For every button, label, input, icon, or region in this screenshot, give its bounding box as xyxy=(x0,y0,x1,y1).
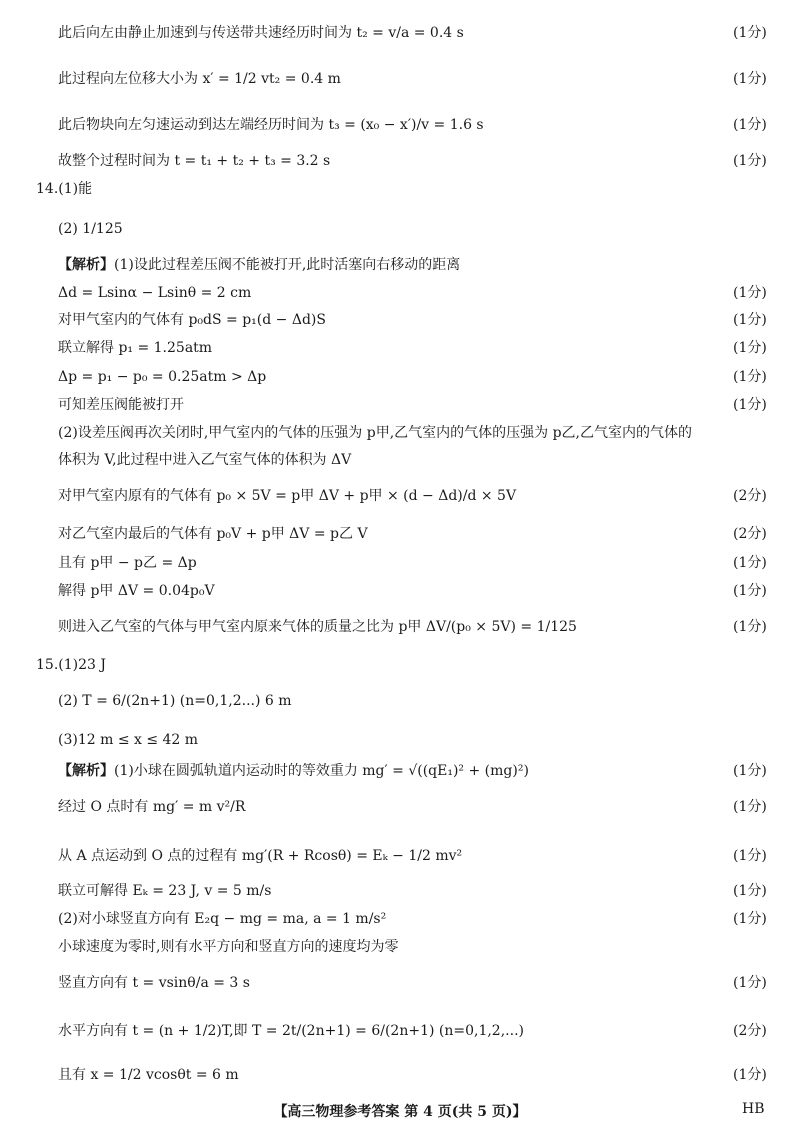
answer-line: Δp = p₁ − p₀ = 0.25atm > Δp xyxy=(58,369,267,385)
answer-line: 此过程向左位移大小为 x′ = 1/2 vt₂ = 0.4 m xyxy=(58,71,341,87)
score-mark: (1分) xyxy=(733,312,767,328)
answer-line: 体积为 V,此过程中进入乙气室气体的体积为 ΔV xyxy=(58,452,352,468)
score-mark: (1分) xyxy=(733,583,767,599)
answer-line: 则进入乙气室的气体与甲气室内原来气体的质量之比为 p甲 ΔV/(p₀ × 5V) = 1/125 xyxy=(58,619,577,635)
answer-line: 可知差压阀能被打开 xyxy=(58,397,184,413)
answer-line: 水平方向有 t = (n + 1/2)T,即 T = 2t/(2n+1) = 6/(2n+1) (n=0,1,2,...) xyxy=(58,1023,524,1039)
score-mark: (1分) xyxy=(733,285,767,301)
score-mark: (1分) xyxy=(733,25,767,41)
score-mark: (1分) xyxy=(733,555,767,571)
score-mark: (1分) xyxy=(733,848,767,864)
analysis-label: 【解析】 xyxy=(58,763,114,779)
score-mark: (1分) xyxy=(733,1067,767,1083)
analysis-line: 【解析】(1)设此过程差压阀不能被打开,此时活塞向右移动的距离 xyxy=(58,257,461,273)
score-mark: (1分) xyxy=(733,619,767,635)
score-mark: (2分) xyxy=(733,1023,767,1039)
answer-line: 对甲气室内的气体有 p₀dS = p₁(d − Δd)S xyxy=(58,312,326,328)
answer-line: 对甲气室内原有的气体有 p₀ × 5V = p甲 ΔV + p甲 × (d − Δd)/d × 5V xyxy=(58,488,517,504)
answer-line: (2) 1/125 xyxy=(58,221,123,237)
score-mark: (1分) xyxy=(733,369,767,385)
question-number: 14.(1)能 xyxy=(36,181,93,197)
answer-line: 解得 p甲 ΔV = 0.04p₀V xyxy=(58,583,215,599)
score-mark: (1分) xyxy=(733,883,767,899)
analysis-label: 【解析】 xyxy=(58,257,114,273)
answer-line: (2)设差压阀再次关闭时,甲气室内的气体的压强为 p甲,乙气室内的气体的压强为 p乙,乙气室内的气体的 xyxy=(58,425,693,441)
exam-code: HB xyxy=(742,1101,765,1117)
answer-line: 此后向左由静止加速到与传送带共速经历时间为 t₂ = v/a = 0.4 s xyxy=(58,25,464,41)
score-mark: (1分) xyxy=(733,71,767,87)
score-mark: (2分) xyxy=(733,488,767,504)
answer-line: 从 A 点运动到 O 点的过程有 mg′(R + Rcosθ) = Eₖ − 1/2 mv² xyxy=(58,848,463,864)
answer-line: 联立解得 p₁ = 1.25atm xyxy=(58,340,213,356)
score-mark: (1分) xyxy=(733,153,767,169)
analysis-line: 【解析】(1)小球在圆弧轨道内运动时的等效重力 mg′ = √((qE₁)² + (mg)²) xyxy=(58,763,529,779)
answer-line: (3)12 m ≤ x ≤ 42 m xyxy=(58,732,199,748)
answer-line: 竖直方向有 t = vsinθ/a = 3 s xyxy=(58,975,250,991)
score-mark: (1分) xyxy=(733,763,767,779)
score-mark: (1分) xyxy=(733,117,767,133)
score-mark: (2分) xyxy=(733,526,767,542)
score-mark: (1分) xyxy=(733,340,767,356)
score-mark: (1分) xyxy=(733,975,767,991)
score-mark: (1分) xyxy=(733,799,767,815)
score-mark: (1分) xyxy=(733,911,767,927)
page-footer: 【高三物理参考答案 第 4 页(共 5 页)】 xyxy=(273,1104,527,1120)
answer-line: Δd = Lsinα − Lsinθ = 2 cm xyxy=(58,285,252,301)
answer-line: 此后物块向左匀速运动到达左端经历时间为 t₃ = (x₀ − x′)/v = 1.6 s xyxy=(58,117,484,133)
answer-line: 且有 x = 1/2 vcosθt = 6 m xyxy=(58,1067,239,1083)
answer-line: (2)对小球竖直方向有 E₂q − mg = ma, a = 1 m/s² xyxy=(58,911,387,927)
answer-line: 联立可解得 Eₖ = 23 J, v = 5 m/s xyxy=(58,883,272,899)
answer-line: (2) T = 6/(2n+1) (n=0,1,2...) 6 m xyxy=(58,693,292,709)
answer-line: 对乙气室内最后的气体有 p₀V + p甲 ΔV = p乙 V xyxy=(58,526,368,542)
score-mark: (1分) xyxy=(733,397,767,413)
answer-line: 经过 O 点时有 mg′ = m v²/R xyxy=(58,799,246,815)
answer-line: 小球速度为零时,则有水平方向和竖直方向的速度均为零 xyxy=(58,939,399,955)
question-number: 15.(1)23 J xyxy=(36,657,106,673)
answer-line: 且有 p甲 − p乙 = Δp xyxy=(58,555,197,571)
answer-line: 故整个过程时间为 t = t₁ + t₂ + t₃ = 3.2 s xyxy=(58,153,331,169)
